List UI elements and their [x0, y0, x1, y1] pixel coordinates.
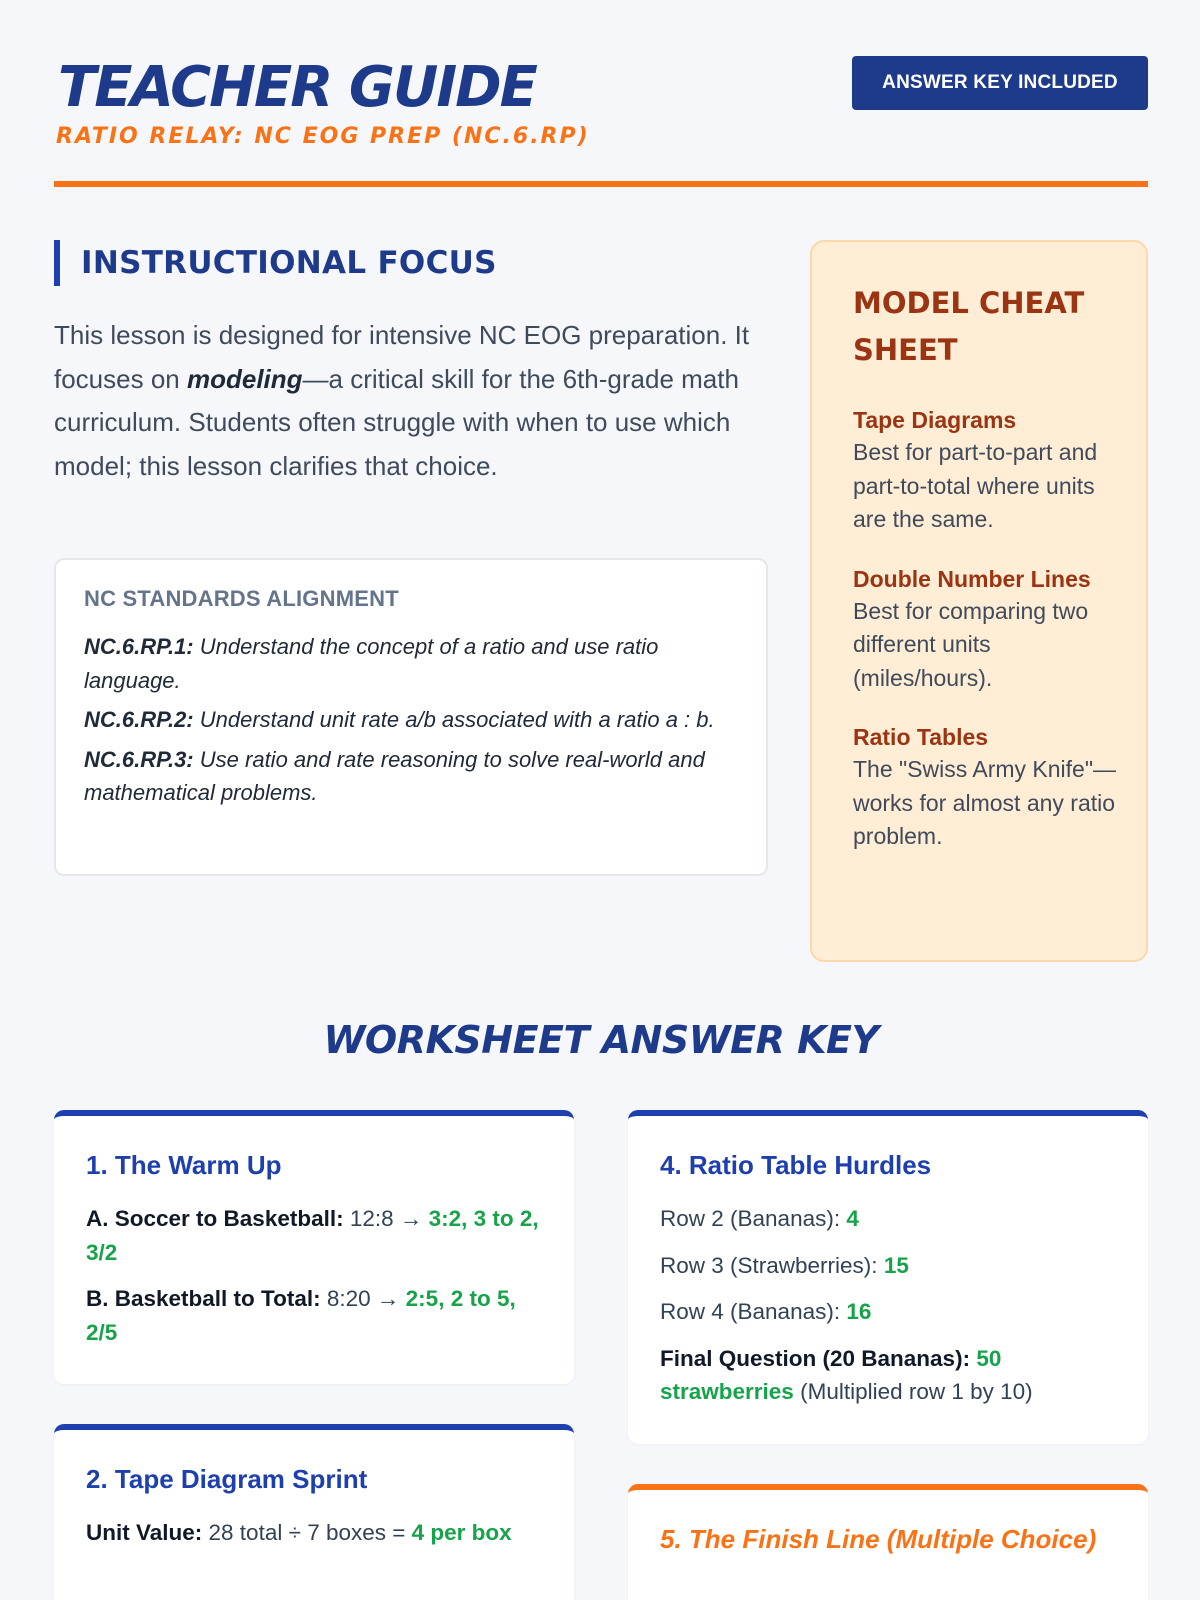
standard-code: NC.6.RP.1:: [84, 634, 194, 659]
answer-card-tape-diagram: [54, 1424, 574, 1600]
answer-line: [660, 1342, 1118, 1409]
page-subtitle: RATIO RELAY: NC EOG PREP (NC.6.RP): [56, 124, 590, 149]
standard-code: NC.6.RP.2:: [84, 707, 194, 732]
answer-label: Row 3 (Strawberries):: [660, 1252, 884, 1278]
cheat-item-title: Double Number Lines: [853, 565, 1091, 592]
standard-code: NC.6.RP.3:: [84, 746, 194, 772]
answer-key-heading: WORKSHEET ANSWER KEY: [323, 1018, 879, 1062]
focus-emphasis: modeling: [186, 363, 303, 394]
focus-text-part: —a critical skill for the 6th-grade math curriculum. Students often struggle with when to use which model; this lesson clarifies that choice.: [54, 363, 739, 481]
cheat-item-text: Best for part-to-part and part-to-total where units are the same.: [853, 439, 1098, 532]
answer-label: B. Basketball to Total:: [86, 1286, 321, 1311]
answer-label: Final Question (20 Bananas):: [660, 1345, 971, 1371]
answer-line: [660, 1202, 1118, 1236]
answer-value: 3:2, 3 to 2, 3/2: [86, 1206, 539, 1265]
focus-paragraph: [54, 314, 768, 488]
card-title: 5. The Finish Line (Multiple Choice): [660, 1524, 1097, 1554]
answer-value: 4 per box: [411, 1520, 512, 1545]
model-cheat-sheet: [810, 240, 1148, 962]
cheat-item-text: The "Swiss Army Knife"—works for almost any ratio problem.: [853, 756, 1117, 849]
standard-text: Understand unit rate a/b associated with a ratio a : b.: [199, 707, 715, 732]
cheat-item-title: Tape Diagrams: [853, 407, 1017, 433]
section-heading: [54, 240, 768, 286]
answer-line: [86, 1516, 544, 1550]
answer-line: [660, 1295, 1118, 1329]
instructional-focus-heading: INSTRUCTIONAL FOCUS: [81, 245, 497, 281]
answer-key-badge: ANSWER KEY INCLUDED: [852, 56, 1148, 110]
answer-value: 2:5, 2 to 5, 2/5: [86, 1286, 516, 1345]
answer-card-warm-up: [54, 1110, 574, 1384]
answer-value: 50 strawberries: [660, 1345, 1002, 1404]
answer-note: (Multiplied row 1 by 10): [793, 1379, 1033, 1404]
focus-text-part: This lesson is designed for intensive NC EOG preparation. It focuses on: [54, 320, 750, 394]
header: [54, 56, 1148, 186]
header-divider: [54, 181, 1148, 187]
answer-value: 4: [846, 1206, 859, 1231]
cheat-item-tape-diagrams: [853, 404, 1116, 537]
answer-label: A. Soccer to Basketball:: [86, 1206, 344, 1231]
answer-line: [86, 1282, 544, 1349]
standard-item: [84, 743, 740, 810]
teacher-guide-page: [54, 0, 1148, 1600]
instructional-focus-section: [54, 240, 768, 805]
answer-label: Unit Value:: [86, 1520, 203, 1545]
answer-label: Row 2 (Bananas):: [660, 1206, 847, 1231]
standard-item: [84, 703, 740, 737]
cheat-item-title: Ratio Tables: [853, 724, 989, 750]
answer-work: 12:8 →: [343, 1206, 429, 1231]
answer-card-ratio-table: [628, 1110, 1148, 1444]
standards-heading: NC STANDARDS ALIGNMENT: [84, 586, 399, 611]
answer-value: 16: [846, 1299, 872, 1324]
card-title: 1. The Warm Up: [86, 1150, 282, 1180]
card-title: 4. Ratio Table Hurdles: [660, 1150, 932, 1180]
standard-text: Understand the concept of a ratio and use ratio language.: [84, 634, 659, 693]
answer-value: 15: [883, 1252, 909, 1278]
answer-line: [86, 1202, 544, 1269]
card-title: 2. Tape Diagram Sprint: [86, 1464, 368, 1494]
answer-work: 8:20 →: [320, 1286, 406, 1311]
answer-card-finish-line: [628, 1484, 1148, 1600]
heading-accent-bar: [54, 240, 60, 286]
cheat-item-double-number-lines: [853, 563, 1116, 696]
cheat-item-text: Best for comparing two different units (miles/hours).: [853, 597, 1089, 691]
standard-item: [84, 630, 740, 697]
page-title: TEACHER GUIDE: [58, 55, 536, 120]
cheat-item-ratio-tables: [853, 721, 1116, 854]
standard-text: Use ratio and rate reasoning to solve real-world and mathematical problems.: [84, 746, 705, 805]
cheat-sheet-heading: MODEL CHEAT SHEET: [853, 286, 1085, 367]
answer-work: 28 total ÷ 7 boxes =: [202, 1520, 412, 1545]
answer-line: [660, 1249, 1118, 1283]
answer-label: Row 4 (Bananas):: [660, 1299, 847, 1324]
standards-box: [54, 558, 768, 876]
